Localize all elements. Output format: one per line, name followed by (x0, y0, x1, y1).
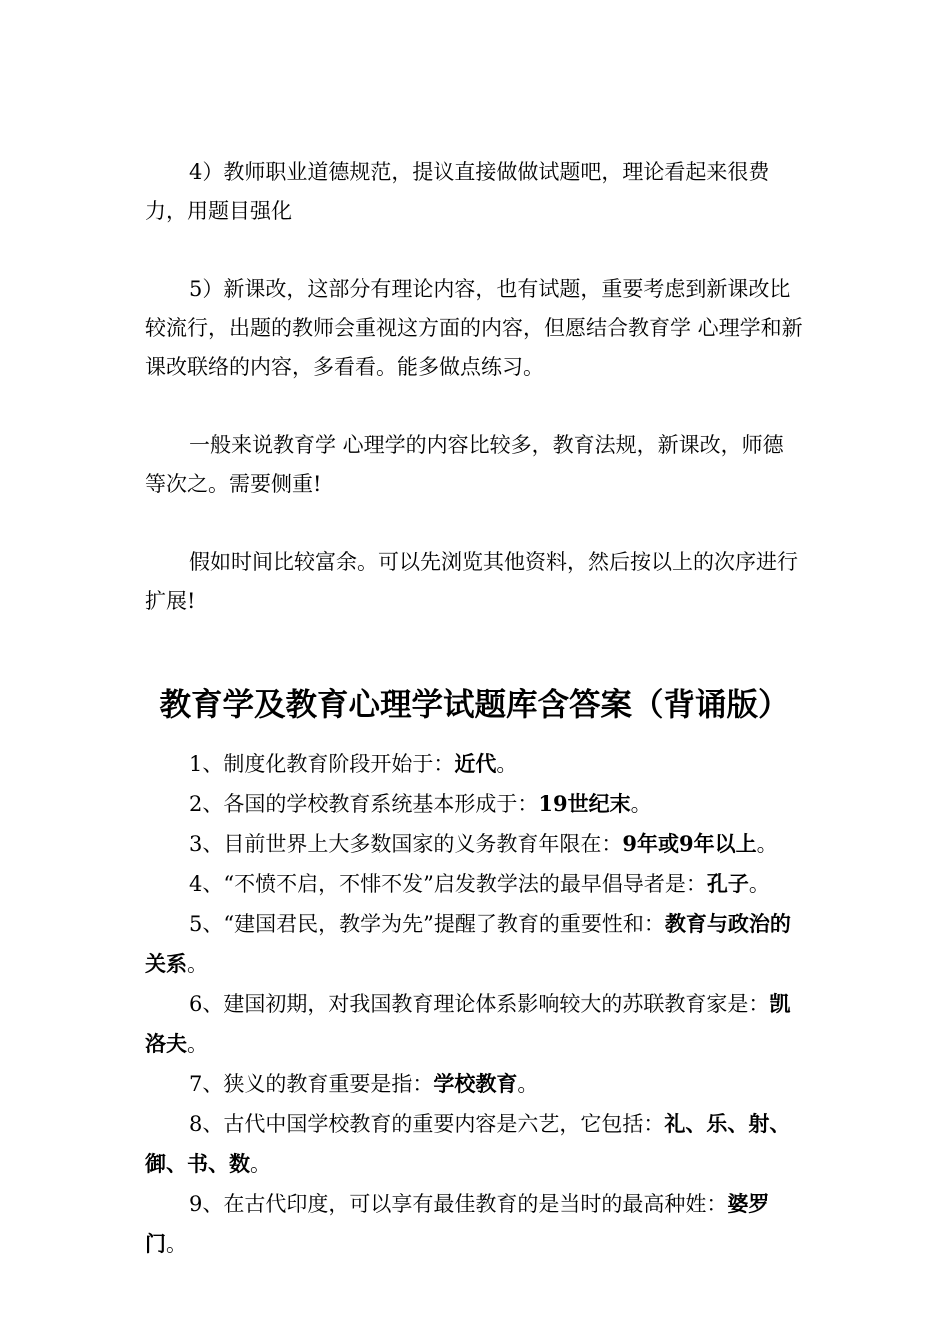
question-item (145, 1104, 810, 1184)
question-end: 。 (630, 792, 652, 816)
intro-paragraph-1: 4）教师职业道德规范，提议直接做做试题吧，理论看起来很费力，用题目强化 (145, 160, 770, 223)
answer-text: 学校教育 (433, 1071, 518, 1096)
intro-paragraph-4: 假如时间比较富余。可以先浏览其他资料，然后按以上的次序进行扩展! (145, 550, 798, 613)
question-text: 5、“建国君民，教学为先”提醒了教育的重要性和： (189, 912, 665, 936)
question-item (145, 904, 810, 984)
question-end: 。 (496, 752, 518, 776)
answer-text: 孔子 (706, 871, 749, 896)
question-text: 4、“不愤不启，不悱不发”启发教学法的最早倡导者是： (189, 872, 707, 896)
question-item (145, 864, 810, 904)
question-list (145, 744, 810, 1264)
question-end: 。 (756, 832, 778, 856)
question-text: 8、古代中国学校教育的重要内容是六艺，它包括： (189, 1112, 665, 1136)
question-end: 。 (748, 872, 770, 896)
answer-text: 近代 (454, 751, 497, 776)
answer-text: 凯洛夫 (145, 991, 791, 1056)
question-text: 2、各国的学校教育系统基本形成于： (189, 792, 539, 816)
question-item (145, 784, 810, 824)
answer-text: 礼、乐、射、御、书、数 (145, 1111, 791, 1176)
question-end: 。 (166, 1232, 187, 1256)
question-text: 7、狭义的教育重要是指： (189, 1072, 434, 1096)
intro-paragraph-3: 一般来说教育学 心理学的内容比较多，教育法规，新课改，师德 等次之。需要侧重! (145, 433, 784, 496)
question-item (145, 984, 810, 1064)
question-item (145, 1064, 810, 1104)
answer-text: 教育与政治的关系 (145, 911, 791, 976)
question-text: 9、在古代印度，可以享有最佳教育的是当时的最高种姓： (189, 1192, 728, 1216)
question-end: 。 (187, 952, 208, 976)
document-page (145, 153, 810, 1264)
intro-paragraph-2: 5）新课改，这部分有理论内容，也有试题，重要考虑到新课改比较流行，出题的教师会重视这方面的内容，但愿结合教育学 心理学和新课改联络的内容，多看看。能多做点练习。 (145, 277, 803, 379)
question-item (145, 744, 810, 784)
section-title: 教育学及教育心理学试题库含答案（背诵版） (159, 686, 790, 723)
answer-text: 婆罗门 (145, 1191, 770, 1256)
answer-text: 9年或9年以上 (622, 831, 757, 856)
question-end: 。 (517, 1072, 539, 1096)
question-text: 1、制度化教育阶段开始于： (189, 752, 455, 776)
question-text: 3、目前世界上大多数国家的义务教育年限在： (189, 832, 623, 856)
answer-text: 19世纪末 (538, 791, 631, 816)
question-text: 6、建国初期，对我国教育理论体系影响较大的苏联教育家是： (189, 992, 770, 1016)
question-item (145, 824, 810, 864)
question-end: 。 (250, 1152, 271, 1176)
question-item (145, 1184, 810, 1264)
question-end: 。 (187, 1032, 208, 1056)
